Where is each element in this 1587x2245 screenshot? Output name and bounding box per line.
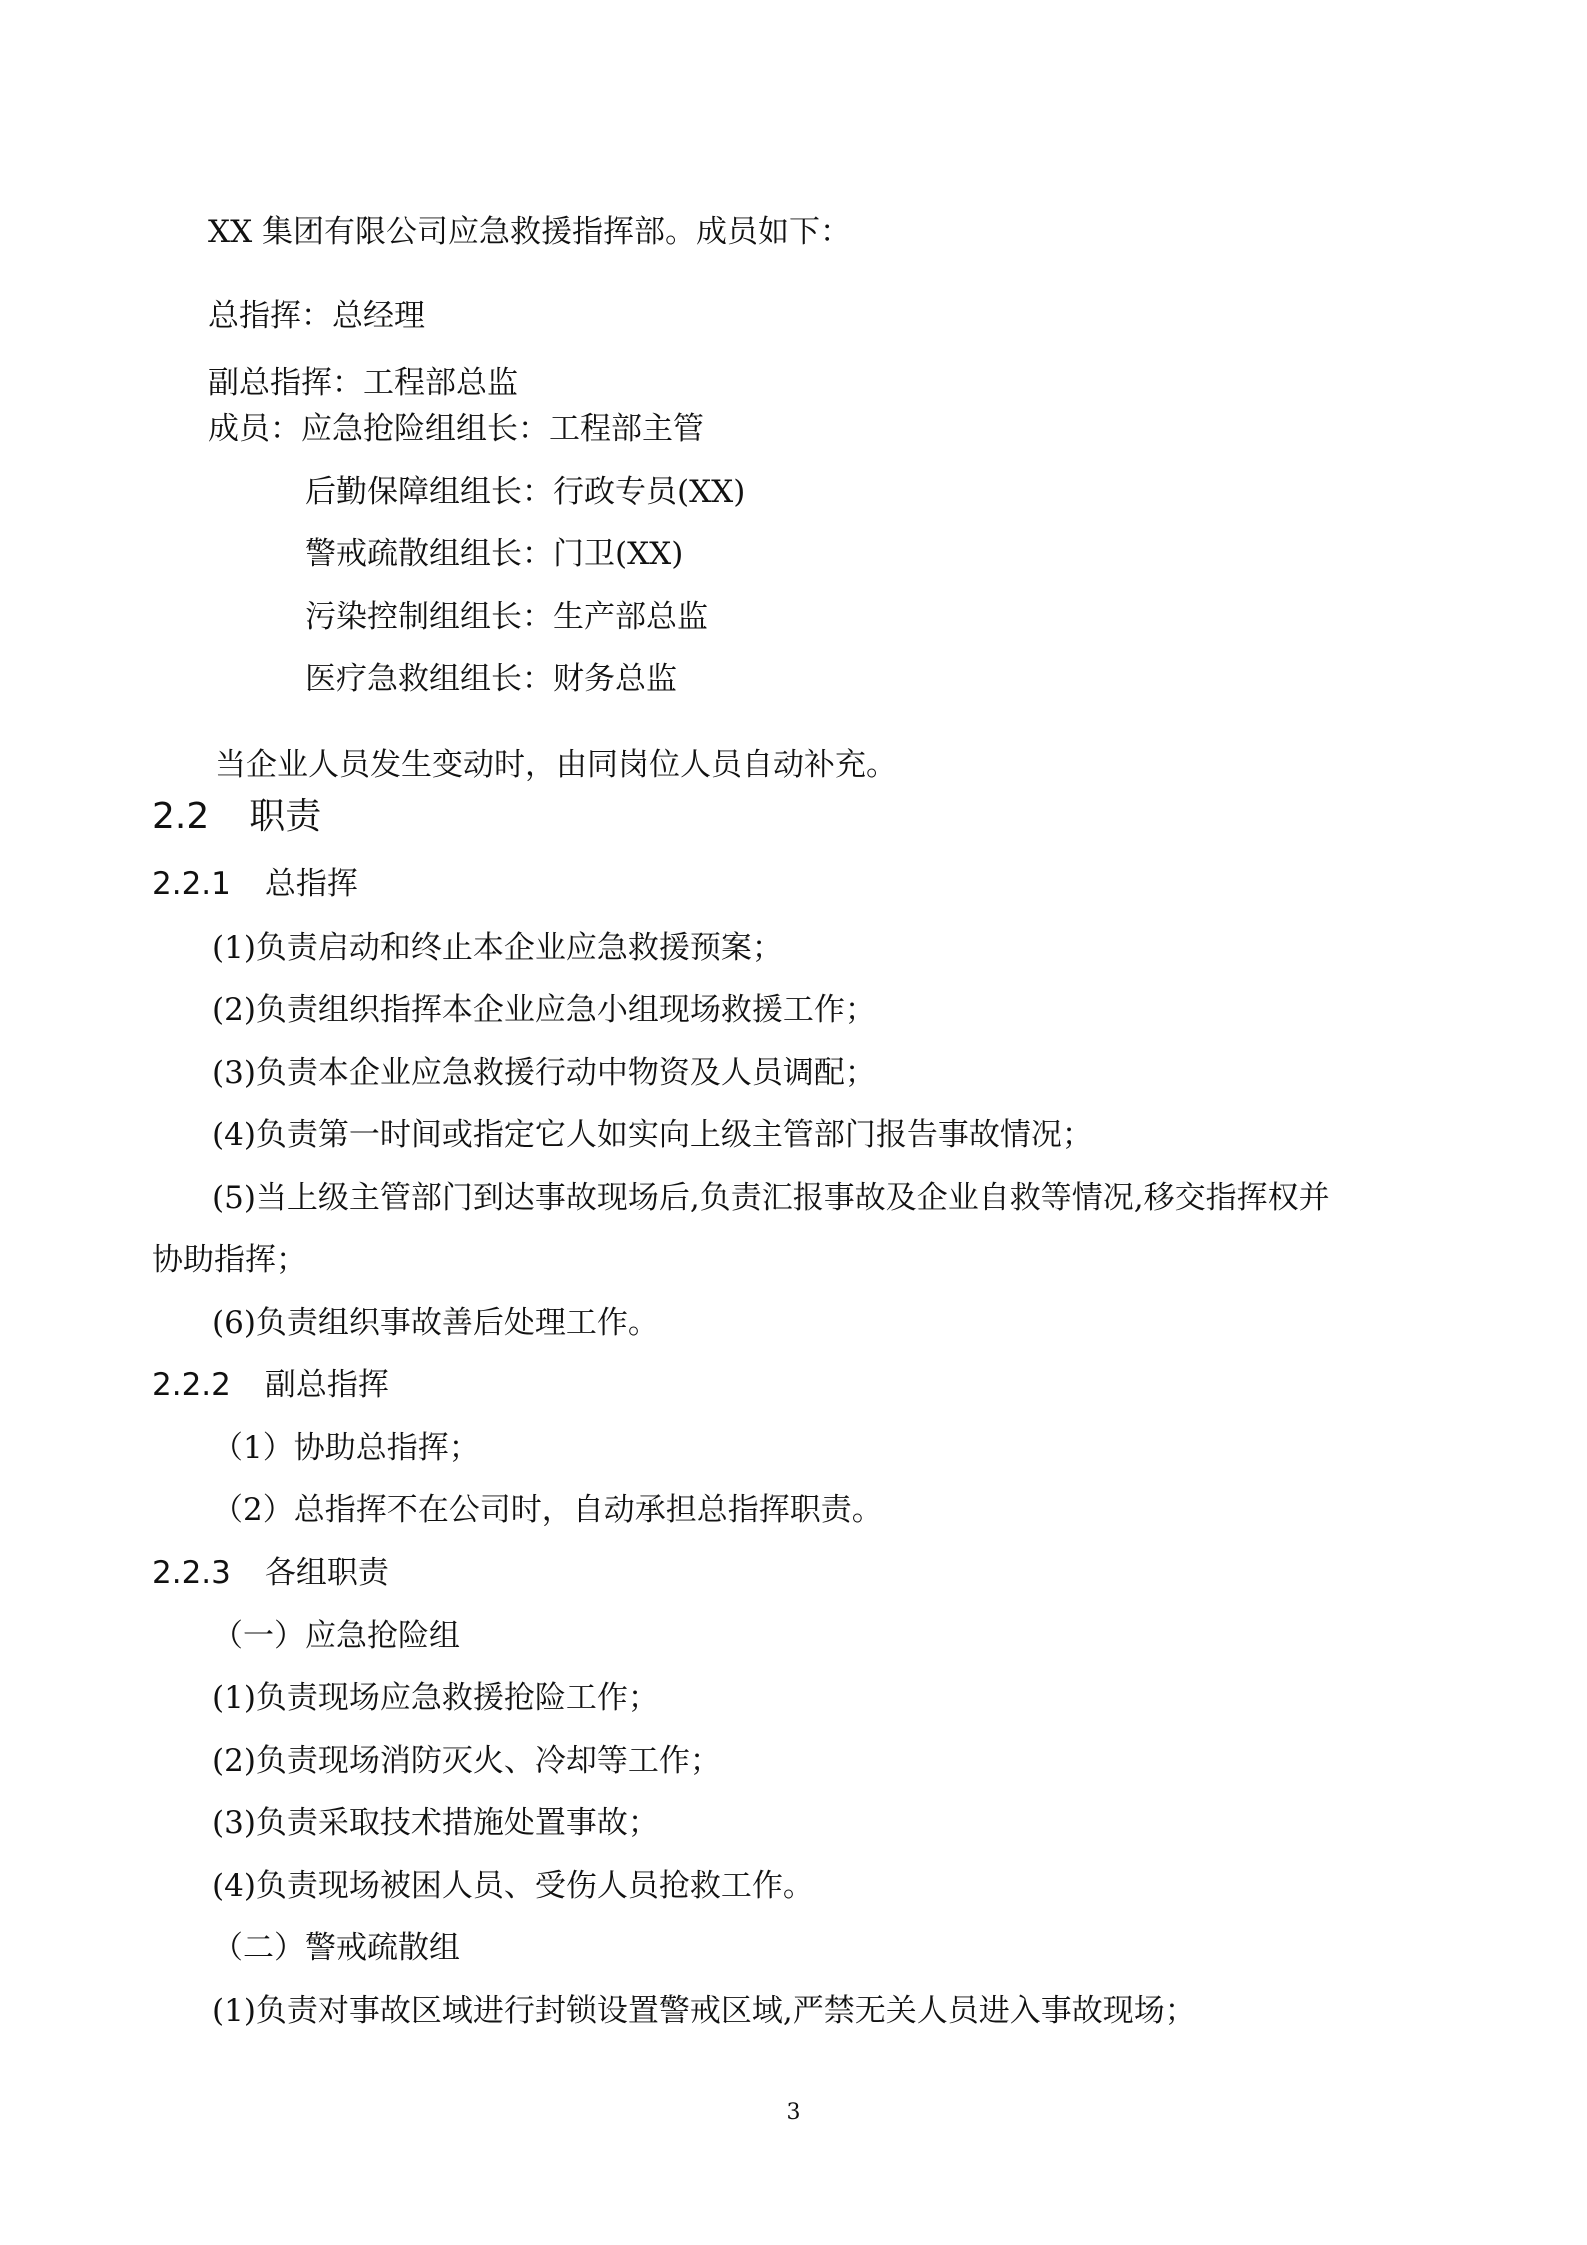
members-line bbox=[208, 409, 704, 449]
section-title: 总指挥 bbox=[264, 866, 358, 902]
section-heading-2-2-2 bbox=[152, 1365, 389, 1405]
duty-item: (5)当上级主管部门到达事故现场后,负责汇报事故及企业自救等情况,移交指挥权并 bbox=[212, 1180, 1330, 1216]
role-deputy: 副总指挥：工程部总监 bbox=[208, 365, 518, 401]
section-number: 2.2.3 bbox=[152, 1555, 231, 1591]
members-prefix: 成员： bbox=[208, 411, 301, 447]
duty-item: (1)负责启动和终止本企业应急救援预案； bbox=[212, 930, 783, 966]
duty-item-continuation: 协助指挥； bbox=[152, 1242, 307, 1278]
section-heading-2-2-3 bbox=[152, 1553, 389, 1593]
group-title: （一）应急抢险组 bbox=[212, 1618, 460, 1654]
role-commander: 总指挥：总经理 bbox=[208, 298, 425, 334]
duty-item: (1)负责对事故区域进行封锁设置警戒区域,严禁无关人员进入事故现场； bbox=[212, 1993, 1196, 2029]
duty-item: (3)负责本企业应急救援行动中物资及人员调配； bbox=[212, 1055, 876, 1091]
section-number: 2.2 bbox=[152, 796, 210, 837]
section-title: 副总指挥 bbox=[264, 1367, 389, 1403]
duty-item: (6)负责组织事故善后处理工作。 bbox=[212, 1305, 659, 1341]
duty-item: (3)负责采取技术措施处置事故； bbox=[212, 1805, 659, 1841]
member-item: 应急抢险组组长：工程部主管 bbox=[301, 411, 704, 447]
duty-item: (1)负责现场应急救援抢险工作； bbox=[212, 1680, 659, 1716]
duty-item: (2)负责现场消防灭火、冷却等工作； bbox=[212, 1743, 721, 1779]
duty-item: (2)负责组织指挥本企业应急小组现场救援工作； bbox=[212, 992, 876, 1028]
section-title: 职责 bbox=[249, 796, 322, 837]
member-item: 医疗急救组组长：财务总监 bbox=[305, 661, 677, 697]
member-item: 污染控制组组长：生产部总监 bbox=[305, 599, 708, 635]
group-title: （二）警戒疏散组 bbox=[212, 1930, 460, 1966]
duty-item: (4)负责现场被困人员、受伤人员抢救工作。 bbox=[212, 1868, 814, 1904]
duty-item: （1）协助总指挥； bbox=[212, 1430, 480, 1466]
section-heading-2-2 bbox=[152, 795, 321, 839]
member-item: 后勤保障组组长：行政专员(XX) bbox=[305, 474, 746, 510]
duty-item: （2）总指挥不在公司时，自动承担总指挥职责。 bbox=[212, 1492, 883, 1528]
intro-text: XX 集团有限公司应急救援指挥部。成员如下： bbox=[208, 214, 851, 250]
section-heading-2-2-1 bbox=[152, 864, 358, 904]
section-title: 各组职责 bbox=[264, 1555, 389, 1591]
duty-item: (4)负责第一时间或指定它人如实向上级主管部门报告事故情况； bbox=[212, 1117, 1093, 1153]
member-item: 警戒疏散组组长：门卫(XX) bbox=[305, 536, 684, 572]
section-number: 2.2.1 bbox=[152, 866, 231, 902]
page-number: 3 bbox=[786, 2100, 801, 2125]
replacement-note: 当企业人员发生变动时，由同岗位人员自动补充。 bbox=[215, 747, 897, 783]
section-number: 2.2.2 bbox=[152, 1367, 231, 1403]
